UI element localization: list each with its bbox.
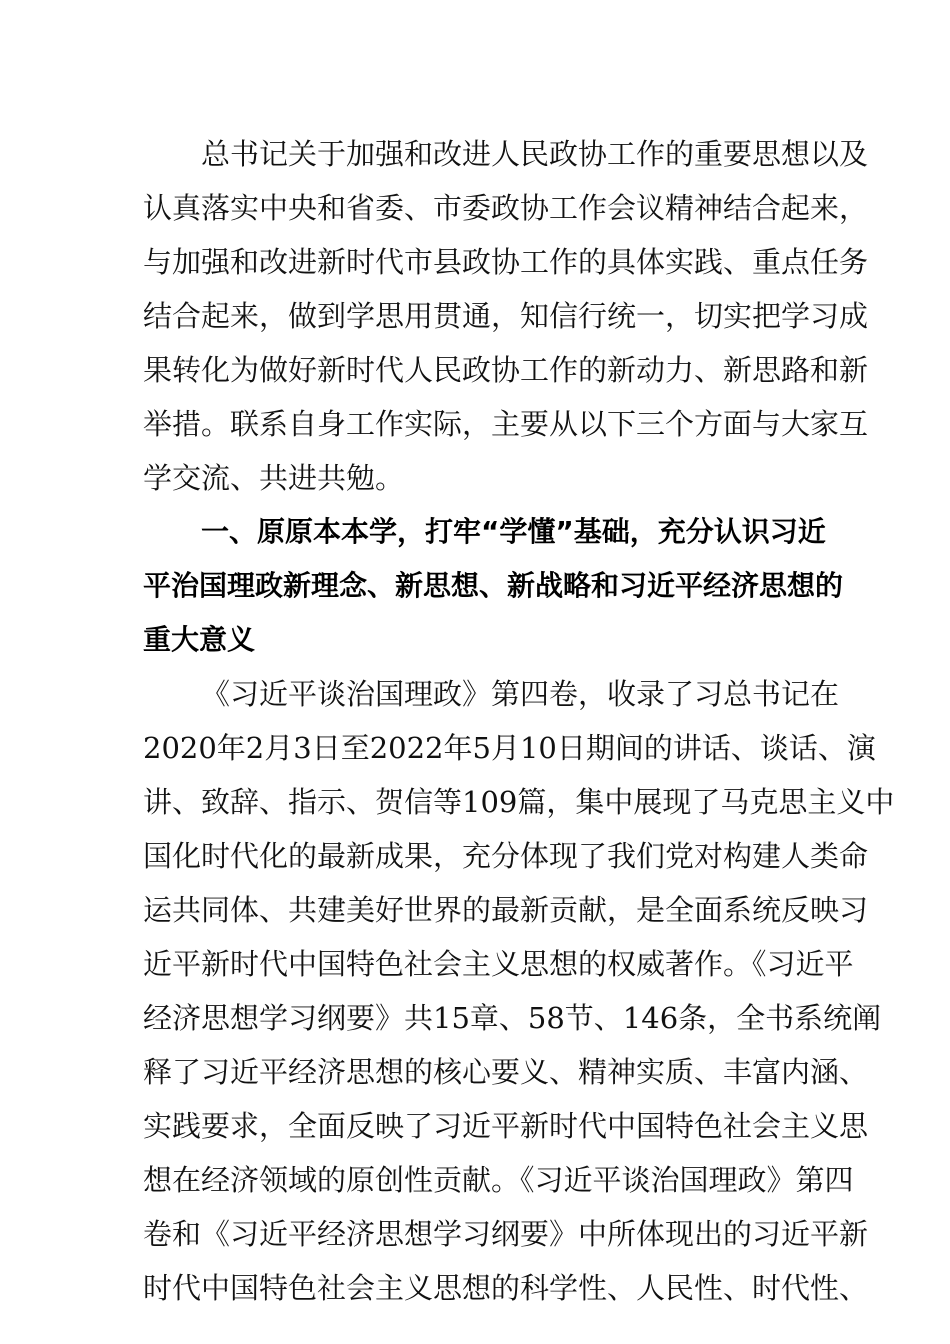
paragraph-line: 讲、致辞、指示、贺信等109篇，集中展现了马克思主义中: [143, 785, 895, 819]
paragraph-line: 释了习近平经济思想的核心要义、精神实质、丰富内涵、: [143, 1055, 869, 1089]
paragraph-line: 实践要求，全面反映了习近平新时代中国特色社会主义思: [143, 1109, 869, 1143]
paragraph-line: 时代中国特色社会主义思想的科学性、人民性、时代性、: [143, 1271, 869, 1305]
paragraph-line: 近平新时代中国特色社会主义思想的权威著作。《习近平: [143, 947, 854, 981]
heading-line: 平治国理政新理念、新思想、新战略和习近平经济思想的: [143, 569, 844, 602]
paragraph-line: 与加强和改进新时代市县政协工作的具体实践、重点任务: [143, 245, 869, 279]
paragraph-line: 总书记关于加强和改进人民政协工作的重要思想以及: [201, 137, 869, 171]
heading-line: 一、原原本本学，打牢“学懂”基础，充分认识习近: [201, 515, 826, 548]
paragraph-line: 卷和《习近平经济思想学习纲要》中所体现出的习近平新: [143, 1217, 869, 1251]
paragraph-line: 经济思想学习纲要》共15章、58节、146条，全书系统阐: [143, 1001, 882, 1035]
paragraph-line: 2020年2月3日至2022年5月10日期间的讲话、谈话、演: [143, 731, 876, 765]
paragraph-line: 认真落实中央和省委、市委政协工作会议精神结合起来，: [143, 191, 869, 225]
paragraph-line: 举措。联系自身工作实际，主要从以下三个方面与大家互: [143, 407, 869, 441]
paragraph-line: 国化时代化的最新成果，充分体现了我们党对构建人类命: [143, 839, 869, 873]
paragraph-line: 学交流、共进共勉。: [143, 461, 405, 495]
paragraph-line: 想在经济领域的原创性贡献。《习近平谈治国理政》第四: [143, 1163, 854, 1197]
paragraph-line: 果转化为做好新时代人民政协工作的新动力、新思路和新: [143, 353, 869, 387]
paragraph-line: 运共同体、共建美好世界的最新贡献，是全面系统反映习: [143, 893, 869, 927]
paragraph-line: 结合起来，做到学思用贯通，知信行统一，切实把学习成: [143, 299, 869, 333]
paragraph-line: 《习近平谈治国理政》第四卷，收录了习总书记在: [201, 677, 840, 711]
heading-line: 重大意义: [143, 623, 256, 656]
